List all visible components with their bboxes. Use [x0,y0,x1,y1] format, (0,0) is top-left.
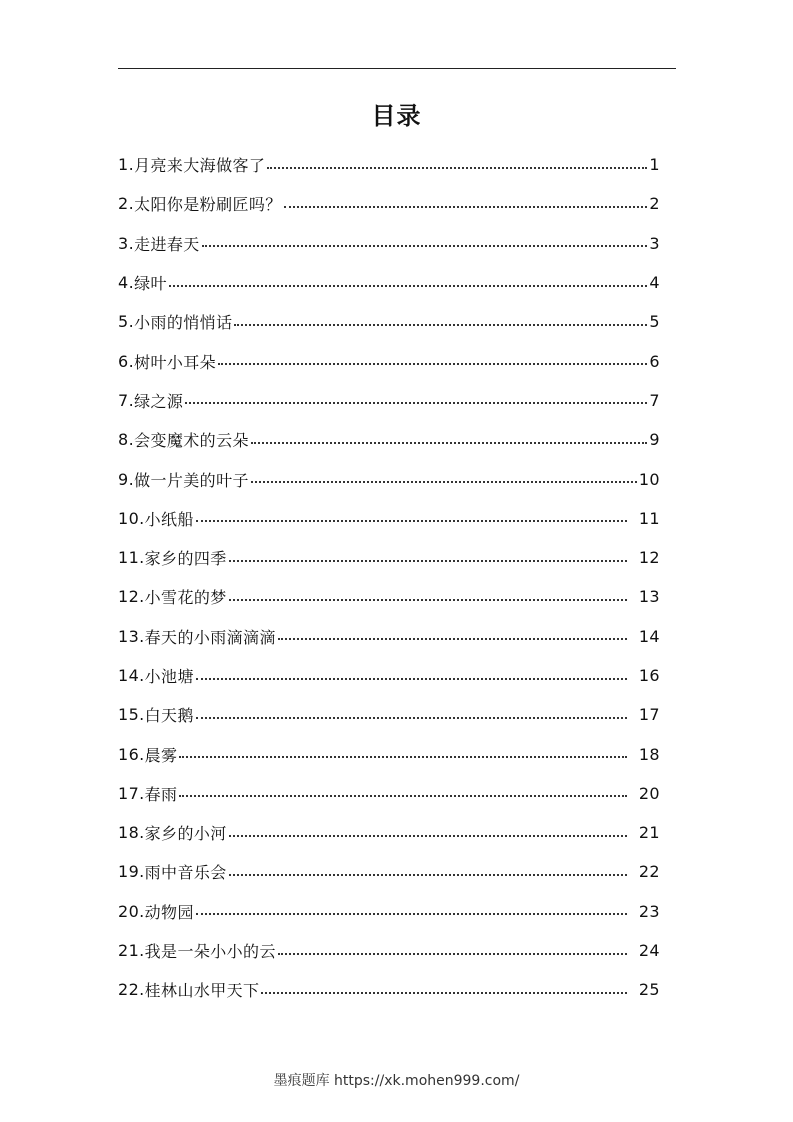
toc-entry-title: 树叶小耳朵 [134,352,217,372]
toc-entry-page-number: 11 [638,508,660,528]
dot-leader [218,347,647,365]
dot-leader [234,308,647,326]
toc-entry-page-number: 5 [649,312,660,332]
dot-leader [267,151,647,169]
dot-leader [229,858,627,876]
toc-entry-title: 小雨的悄悄话 [134,313,233,333]
header-rule [118,68,676,69]
toc-entry[interactable] [118,695,660,734]
dot-leader [196,504,627,522]
toc-entry-number: 22. [118,980,145,1000]
toc-entry[interactable] [118,381,660,420]
toc-entry[interactable] [118,263,660,302]
toc-entry-title: 太阳你是粉刷匠吗？ [134,195,282,215]
dot-leader [202,229,648,247]
toc-entry-page-number: 25 [638,980,660,1000]
toc-entry[interactable] [118,774,660,813]
page-footer: 墨痕题库 https://xk.mohen999.com/ [273,1073,520,1089]
toc-entry-page-number: 13 [638,587,660,607]
toc-entry[interactable] [118,499,660,538]
table-of-contents [118,145,660,1010]
toc-entry-title: 做一片美的叶子 [134,470,249,490]
toc-entry[interactable] [118,617,660,656]
dot-leader [196,701,627,719]
toc-entry-page-number: 17 [638,705,660,725]
toc-entry-page-number: 14 [638,626,660,646]
toc-entry[interactable] [118,931,660,970]
toc-entry-page-number: 23 [638,901,660,921]
toc-entry[interactable] [118,538,660,577]
toc-entry-page-number: 7 [649,390,660,410]
dot-leader [169,269,648,287]
toc-entry-title: 家乡的小河 [144,824,227,844]
toc-entry-number: 13. [118,626,145,646]
toc-entry-page-number: 1 [649,155,660,175]
toc-entry-title: 绿之源 [134,391,184,411]
toc-entry-number: 2. [118,194,135,214]
toc-entry-number: 1. [118,155,135,175]
toc-entry-number: 4. [118,273,135,293]
toc-entry[interactable] [118,852,660,891]
toc-entry-page-number: 24 [638,941,660,961]
toc-entry-number: 5. [118,312,135,332]
toc-entry-number: 9. [118,469,135,489]
toc-entry-number: 19. [118,862,145,882]
toc-entry[interactable] [118,577,660,616]
toc-entry[interactable] [118,459,660,498]
toc-entry-title: 小纸船 [144,509,194,529]
toc-entry-number: 7. [118,390,135,410]
toc-entry-title: 小池塘 [144,667,194,686]
toc-entry-page-number: 20 [638,783,660,803]
toc-entry[interactable] [118,145,660,184]
toc-entry-title: 春雨 [144,784,178,804]
toc-entry-page-number: 9 [649,430,660,450]
dot-leader [261,976,626,994]
toc-entry-title: 绿叶 [134,274,167,294]
toc-entry-title: 走进春天 [134,234,200,254]
toc-entry-number: 16. [118,744,145,764]
toc-entry[interactable] [118,892,660,931]
toc-entry-title: 桂林山水甲天下 [144,981,260,1001]
toc-entry[interactable] [118,813,660,852]
toc-entry-number: 20. [118,901,145,921]
toc-entry-page-number: 3 [649,233,660,253]
dot-leader [179,779,626,797]
toc-entry[interactable] [118,656,660,695]
toc-entry-number: 8. [118,430,135,450]
toc-entry-number: 12. [118,587,145,607]
toc-entry[interactable] [118,970,660,1009]
dot-leader [229,819,627,837]
toc-entry[interactable] [118,302,660,341]
toc-entry-title: 动物园 [144,902,194,922]
toc-entry-number: 17. [118,783,145,803]
toc-entry-page-number: 18 [638,744,660,764]
toc-entry-page-number: 2 [649,194,660,214]
dot-leader [196,662,627,680]
toc-entry-page-number: 16 [638,666,660,685]
dot-leader [251,426,648,444]
toc-entry-title: 白天鹅 [144,706,194,726]
toc-entry-page-number: 12 [638,548,660,568]
toc-entry[interactable] [118,341,660,380]
toc-entry[interactable] [118,420,660,459]
toc-entry-page-number: 10 [638,469,660,489]
page-title: 目录 [371,102,422,130]
toc-entry-number: 21. [118,941,145,961]
toc-entry-title: 家乡的四季 [144,549,227,569]
toc-entry-number: 18. [118,823,145,843]
toc-entry-title: 我是一朵小小的云 [144,942,276,962]
toc-entry-title: 春天的小雨滴滴滴 [144,627,276,647]
toc-entry-number: 3. [118,233,135,253]
dot-leader [179,740,626,758]
toc-entry[interactable] [118,734,660,773]
dot-leader [278,622,627,640]
dot-leader [251,465,637,483]
toc-entry-title: 小雪花的梦 [144,588,227,608]
toc-entry-number: 6. [118,351,135,371]
dot-leader [278,937,627,955]
toc-entry-page-number: 21 [638,823,660,843]
toc-entry-number: 14. [118,666,145,685]
dot-leader [196,897,627,915]
toc-entry-number: 15. [118,705,145,725]
toc-entry-title: 雨中音乐会 [144,863,227,883]
dot-leader [284,190,648,208]
toc-entry[interactable] [118,224,660,263]
toc-entry-number: 10. [118,508,145,528]
dot-leader [185,386,647,404]
dot-leader [229,583,627,601]
toc-entry-page-number: 22 [638,862,660,882]
toc-entry[interactable] [118,184,660,223]
toc-entry-title: 月亮来大海做客了 [134,156,266,176]
dot-leader [229,544,627,562]
toc-entry-title: 会变魔术的云朵 [134,431,249,451]
toc-entry-page-number: 4 [649,273,660,293]
toc-entry-title: 晨雾 [144,745,178,765]
toc-entry-number: 11. [118,548,145,568]
toc-entry-page-number: 6 [649,351,660,371]
